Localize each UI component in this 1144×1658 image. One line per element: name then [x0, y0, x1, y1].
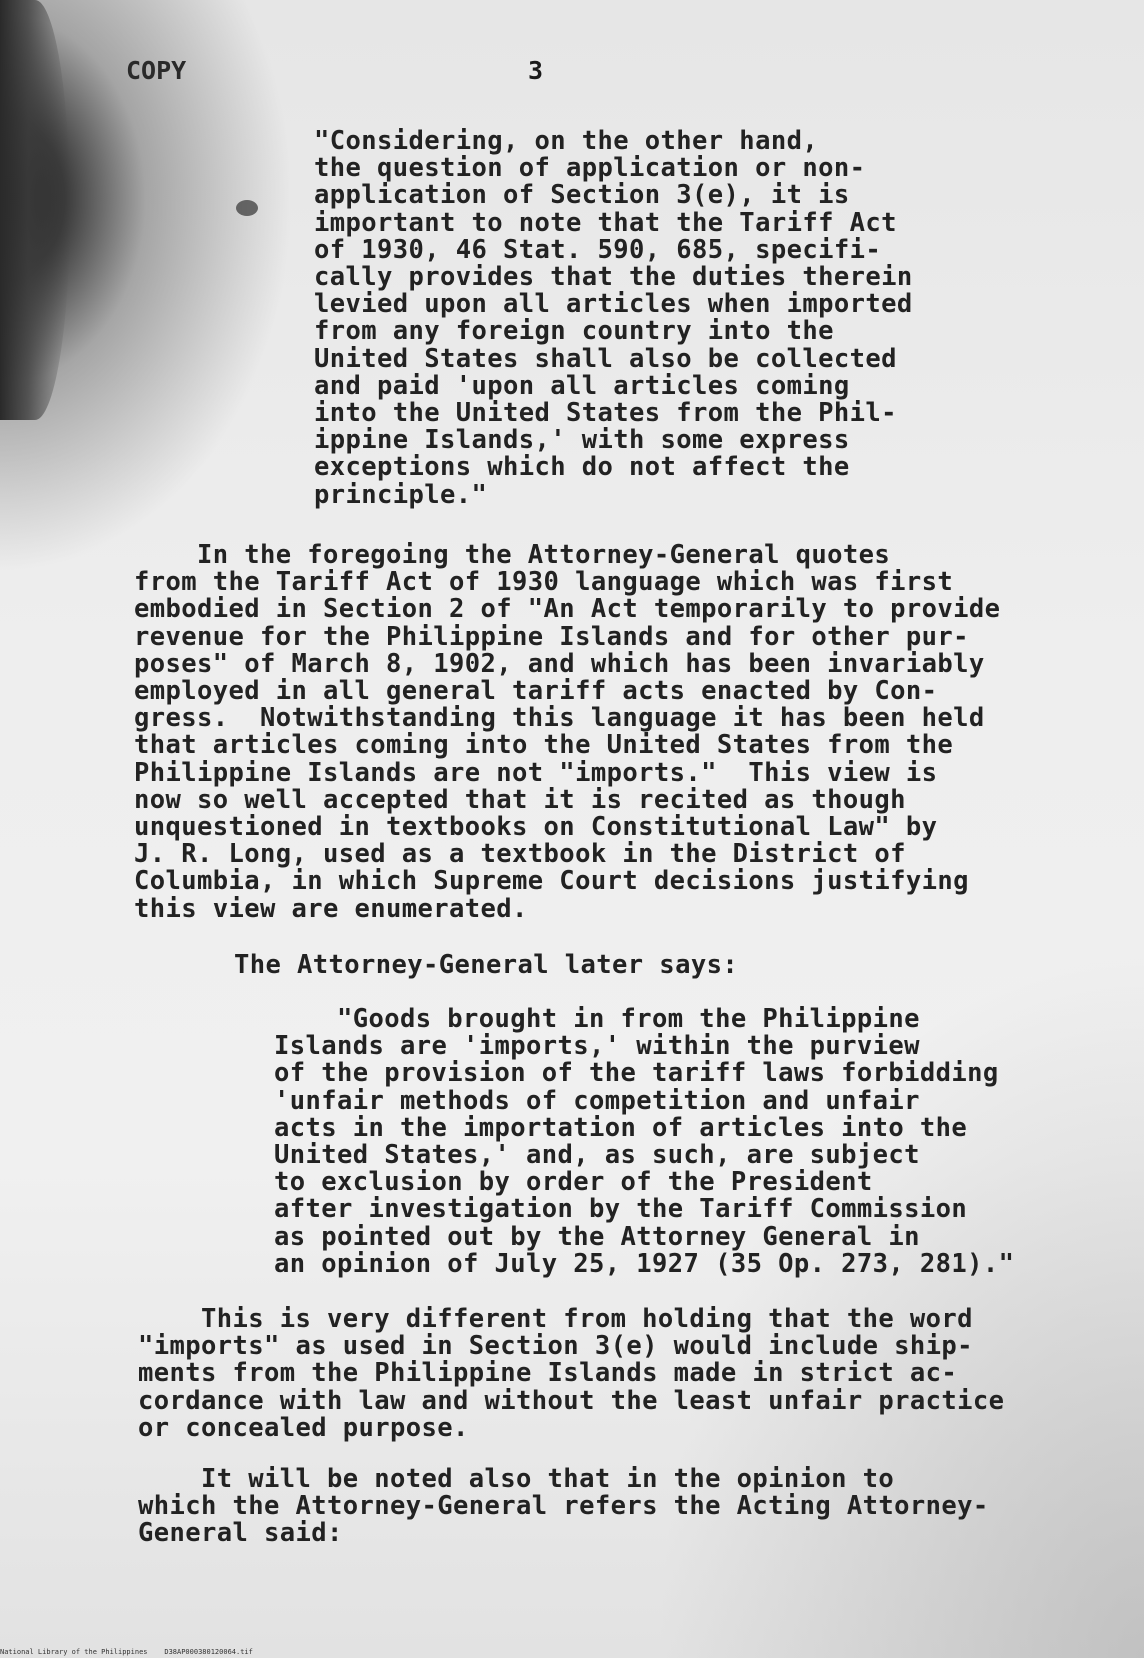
- archive-footer: National Library of the Philippines D38AP000380120064.tif: [0, 1648, 253, 1656]
- paragraph-3: This is very different from holding that the word "imports" as used in Section 3(e) would include ship- ments from the Philippine Islands made in strict ac- cordance with law and without the least unfair practice or concealed purpose.: [138, 1304, 1005, 1443]
- block-quote-2: "Goods brought in from the Philippine Islands are 'imports,' within the purview of the provision of the tariff laws forbidding 'unfair methods of competition and unfair acts in the importation of articles into the United States,' and, as such, are subject to exclusion by order of the President after investigation by the Tariff Commission as pointed out by the Attorney General in an opinion of July 25, 1927 (35 Op. 273, 281).": [274, 1004, 1015, 1279]
- page-number: 3: [528, 56, 544, 85]
- block-quote-1: "Considering, on the other hand, the question of application or non- application of Section 3(e), it is important to note that the Tariff Act of 1930, 46 Stat. 590, 685, specifi- cally provides that the duties therein levied upon all articles when imported from any foreign country into the United States shall also be collected and paid 'upon all articles coming into the United States from the Phil- ippine Islands,' with some express exceptions which do not affect the principle.": [314, 126, 913, 510]
- ink-smudge: [236, 200, 258, 216]
- paragraph-2: The Attorney-General later says:: [234, 950, 739, 980]
- page-edge-shadow: [0, 0, 70, 420]
- paragraph-1: In the foregoing the Attorney-General quotes from the Tariff Act of 1930 language which was first embodied in Section 2 of "An Act temporarily to provide revenue for the Philippine Islands and for other pur- poses" of March 8, 1902, and which has been invariably employed in all general tariff acts enacted by Con- gress. Notwithstanding this language it has been held that articles coming into the United States from the Philippine Islands are not "imports." This view is now so well accepted that it is recited as though unquestioned in textbooks on Constitutional Law" by J. R. Long, used as a textbook in the District of Columbia, in which Supreme Court decisions justifying this view are enumerated.: [134, 540, 1001, 924]
- paragraph-4: It will be noted also that in the opinion to which the Attorney-General refers the Acting Attorney- General said:: [138, 1464, 989, 1549]
- copy-mark: COPY: [126, 56, 187, 85]
